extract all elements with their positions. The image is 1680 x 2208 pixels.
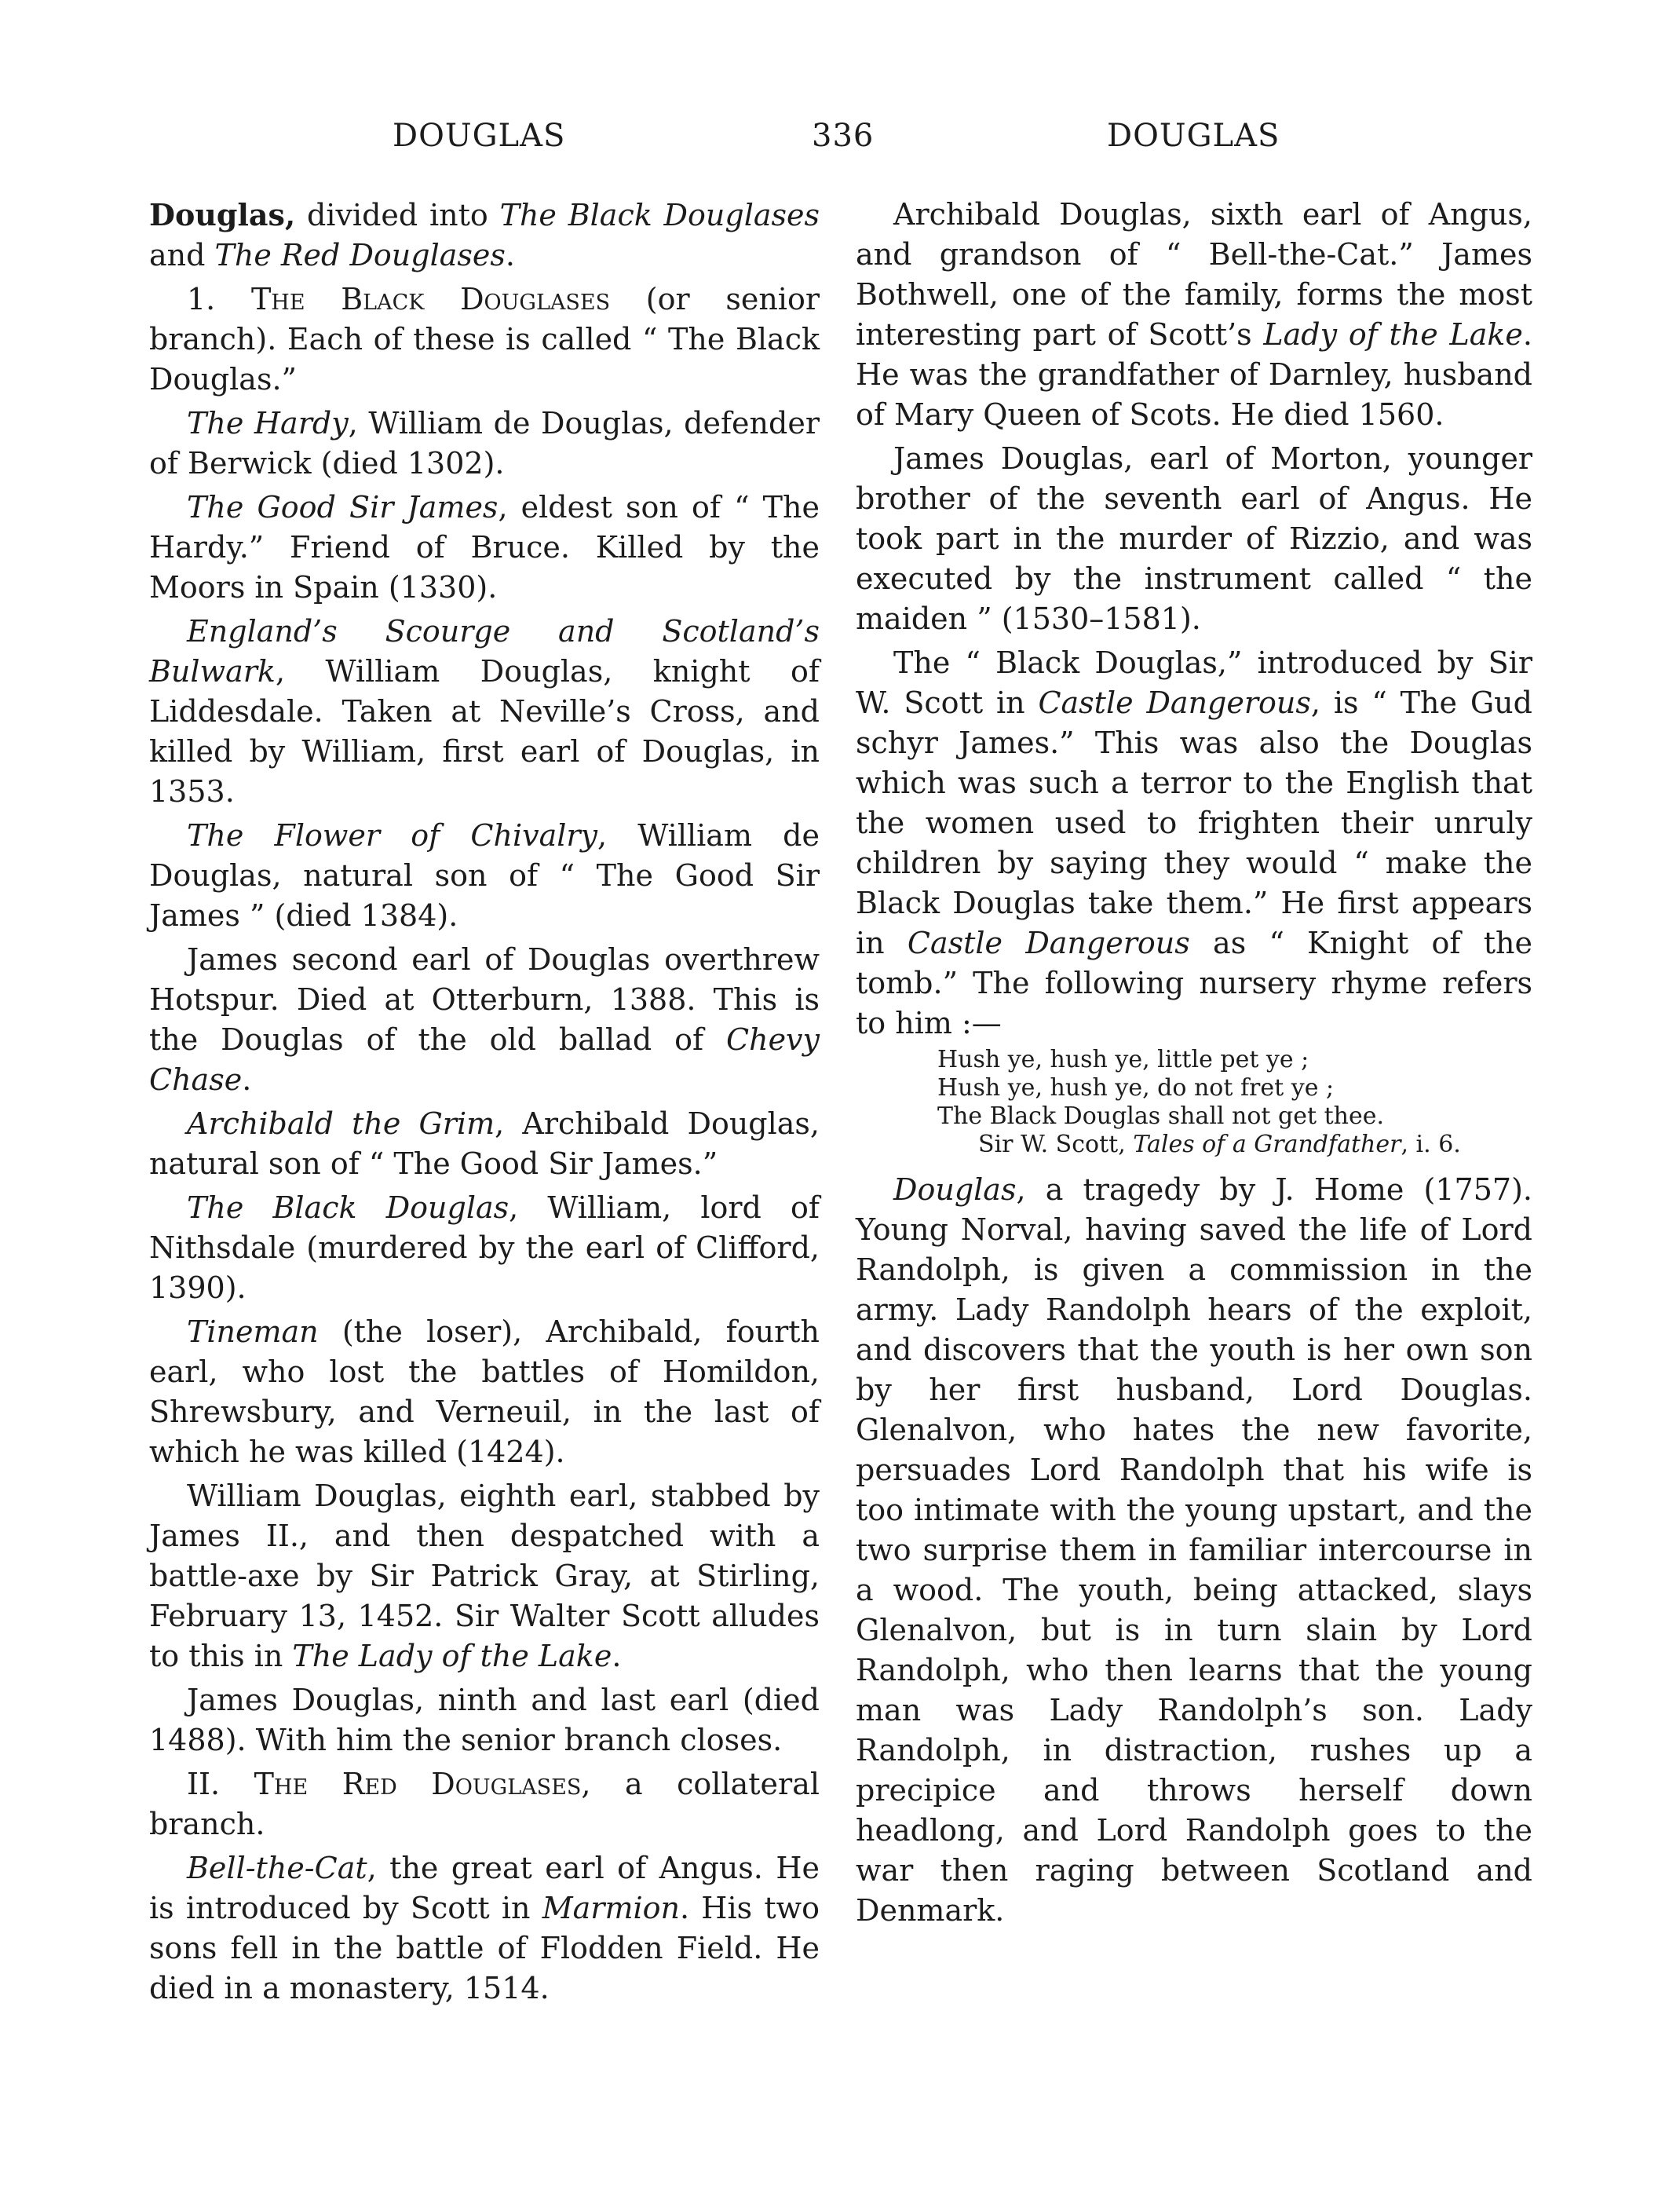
entry-headword: Douglas, [149, 197, 296, 232]
italic-title: Castle Dangerous [907, 926, 1190, 960]
section-heading: The Red Douglases [254, 1767, 582, 1801]
section-red-douglases [149, 1764, 820, 1844]
rhyme-line: Hush ye, hush ye, do not fret ye ; [937, 1074, 1335, 1102]
text: , William, lord of Nithsdale (murdered by the earl of Clifford, 1390). [149, 1190, 820, 1305]
italic-title: Lady of the Lake [1263, 317, 1523, 352]
text: (the loser), Archibald, fourth earl, who lost the battles of Homildon, Shrewsbury, and Verneuil, in the last of which he was killed (1424). [149, 1314, 820, 1469]
paragraph-ninth-earl: James Douglas, ninth and last earl (died 1488). With him the senior branch closes. [149, 1683, 820, 1757]
paragraph-black-douglas-scott [856, 643, 1532, 1044]
paragraph-flower-of-chivalry [149, 816, 820, 936]
page-number: 336 [812, 118, 875, 154]
italic-epithet: England’s Scourge and Scotland’s Bulwark [149, 614, 820, 689]
paragraph-bell-the-cat [149, 1848, 820, 2009]
text: , is “ The Gud schyr James.” This was also the Douglas which was such a terror to the English that the women used to frighten their unruly children by saying they would “ make the Black Douglas take them.” He first appears in [856, 685, 1532, 960]
italic-title: Douglas [893, 1172, 1017, 1207]
italic-epithet: The Flower of Chivalry [187, 818, 598, 853]
italic-epithet: Archibald the Grim [187, 1106, 495, 1141]
text: James second earl of Douglas overthrew Hotspur. Died at Otterburn, 1388. This is the Douglas of the old ballad of [149, 942, 820, 1057]
italic-title: Marmion [542, 1891, 681, 1925]
section-number: II. [187, 1767, 254, 1801]
italic-title: The Red Douglases [214, 238, 506, 272]
section-number: 1. [187, 282, 251, 316]
text: , a collateral branch. [149, 1767, 820, 1841]
section-black-douglases [149, 280, 820, 400]
text: divided into [295, 198, 500, 232]
text: , William de Douglas, defender of Berwick (died 1302). [149, 406, 820, 481]
text: as “ Knight of the tomb.” The following nursery rhyme refers to him :— [856, 926, 1532, 1040]
right-column [856, 195, 1532, 1935]
text: , the great earl of Angus. He is introduced by Scott in [149, 1851, 820, 1925]
paragraph-the-hardy [149, 404, 820, 484]
rhyme-line: The Black Douglas shall not get thee. [937, 1102, 1384, 1130]
nursery-rhyme [937, 1046, 1532, 1159]
italic-epithet: The Good Sir James [187, 490, 499, 525]
text: Archibald Douglas, sixth earl of Angus, and grandson of “ Bell-the-Cat.” James Bothwell, one of the family, forms the most interesting part of Scott’s [856, 197, 1532, 352]
running-head-left: DOUGLAS [393, 118, 566, 154]
text: The “ Black Douglas,” introduced by Sir W. Scott in [856, 645, 1532, 720]
paragraph-eighth-earl [149, 1476, 820, 1676]
running-head-right: DOUGLAS [1107, 118, 1280, 154]
text: , i. 6. [1401, 1131, 1461, 1158]
paragraph-tineman [149, 1312, 820, 1472]
text: , Archibald Douglas, natural son of “ The Good Sir James.” [149, 1106, 820, 1181]
text: , a tragedy by J. Home (1757). Young Norval, having saved the life of Lord Randolph, is given a commission in the army. Lady Randolph hears of the exploit, and discovers that the youth is her own son by her first husband, Lord Douglas. Glenalvon, who hates the new favorite, persuades Lord Randolph that his wife is too intimate with the young upstart, and the two surprise them in familiar intercourse in a wood. The youth, being attacked, slays Glenalvon, but is in turn slain by Lord Randolph, who then learns that the young man was Lady Randolph’s son. Lady Randolph, in distraction, rushes up a precipice and throws herself down headlong, and Lord Randolph goes to the war then raging between Scotland and Denmark. [856, 1172, 1532, 1928]
rhyme-line: Hush ye, hush ye, little pet ye ; [937, 1046, 1309, 1073]
paragraph-englands-scourge [149, 612, 820, 812]
text: . He was the grandfather of Darnley, husband of Mary Queen of Scots. He died 1560. [856, 317, 1532, 432]
paragraph-black-douglas-nithsdale [149, 1188, 820, 1308]
paragraph-second-earl [149, 940, 820, 1100]
paragraph-archibald-the-grim [149, 1104, 820, 1184]
text: . His two sons fell in the battle of Flodden Field. He died in a monastery, 1514. [149, 1891, 820, 2005]
paragraph-earl-of-morton: James Douglas, earl of Morton, younger brother of the seventh earl of Angus. He took part in the murder of Rizzio, and was executed by the instrument called “ the maiden ” (1530–1581). [856, 441, 1532, 636]
text: . [612, 1639, 622, 1673]
italic-epithet: The Hardy [187, 406, 349, 441]
section-heading: The Black Douglases [250, 282, 611, 316]
text: , William de Douglas, natural son of “ The Good Sir James ” (died 1384). [149, 818, 820, 933]
paragraph-sixth-earl [856, 195, 1532, 435]
text: . [242, 1062, 252, 1097]
text: (or senior branch). Each of these is called “ The Black Douglas.” [149, 282, 820, 397]
italic-title: The Black Douglases [499, 198, 820, 232]
rhyme-attribution [978, 1131, 1532, 1159]
left-column [149, 195, 820, 2012]
text: , William Douglas, knight of Liddesdale. Taken at Neville’s Cross, and killed by William, first earl of Douglas, in 1353. [149, 654, 820, 809]
italic-title: Castle Dangerous [1038, 685, 1311, 720]
italic-title: Chevy Chase [149, 1022, 820, 1097]
text: and [149, 238, 215, 272]
text: William Douglas, eighth earl, stabbed by James II., and then despatched with a battle-axe by Sir Patrick Gray, at Stirling, February 13, 1452. Sir Walter Scott alludes to this in [149, 1479, 820, 1673]
italic-epithet: Bell-the-Cat [187, 1851, 367, 1885]
italic-title: Tales of a Grandfather [1133, 1131, 1401, 1158]
italic-title: The Lady of the Lake [292, 1639, 612, 1673]
text: Sir W. Scott, [978, 1131, 1134, 1158]
italic-epithet: Tineman [187, 1314, 319, 1349]
entry-douglas-intro [149, 195, 820, 276]
paragraph-good-sir-james [149, 488, 820, 608]
text: . [505, 238, 515, 272]
text: , eldest son of “ The Hardy.” Friend of Bruce. Killed by the Moors in Spain (1330). [149, 490, 820, 605]
entry-douglas-tragedy [856, 1170, 1532, 1931]
italic-epithet: The Black Douglas [187, 1190, 509, 1225]
